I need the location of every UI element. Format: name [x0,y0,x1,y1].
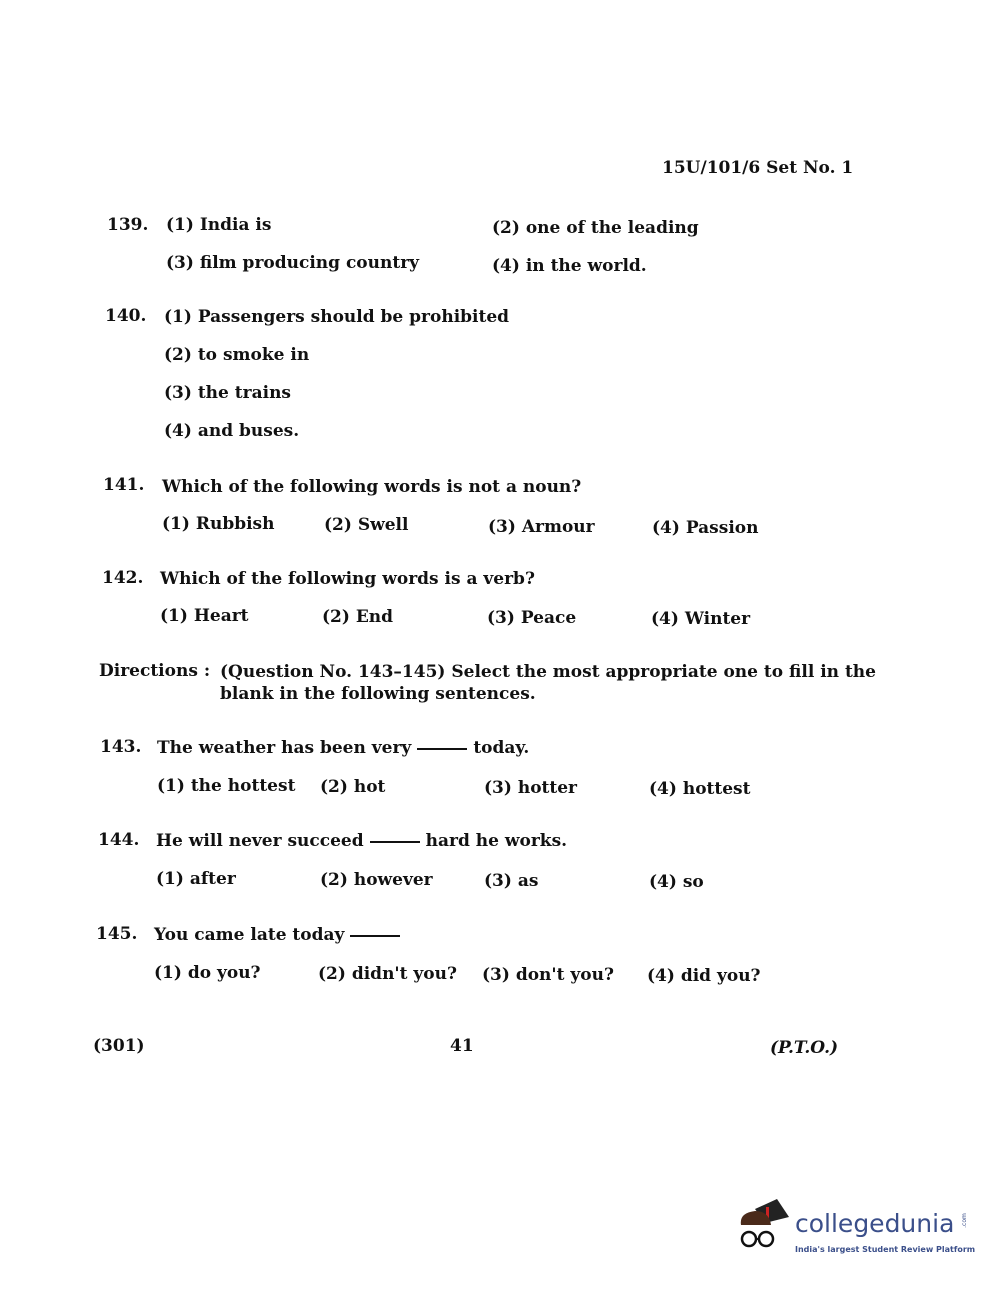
text-part: He will never succeed [156,831,364,851]
question-number: 140. [105,306,147,326]
logo-suffix: .com [960,1213,968,1228]
text-part: You came late today [154,925,345,945]
option: (2) hot [320,777,386,797]
option: (3) the trains [164,383,291,403]
option: (4) and buses. [164,421,300,441]
option: (4) so [649,872,704,892]
option: (3) hotter [484,778,578,798]
text-part: hard he works. [425,831,568,851]
directions-label: Directions : [99,661,211,681]
option: (2) didn't you? [318,964,457,984]
option: (4) Passion [652,518,759,538]
question-number: 141. [103,475,145,495]
option: (4) Winter [651,609,751,629]
blank [370,841,420,843]
option: (1) Heart [160,606,249,626]
page-number: 41 [450,1036,474,1056]
blank [350,935,400,937]
text-part: today. [473,738,530,758]
question-number: 142. [102,568,144,588]
question-text [157,738,529,758]
logo-name: collegedunia [795,1209,955,1238]
option: (3) Armour [488,517,595,537]
option: (1) Passengers should be prohibited [164,307,510,327]
option: (3) don't you? [482,965,614,985]
pto-label: (P.T.O.) [770,1038,839,1058]
question-number: 139. [107,215,149,235]
set-header: 15U/101/6 Set No. 1 [662,158,854,178]
directions-text: blank in the following sentences. [220,684,536,704]
collegedunia-logo [735,1195,976,1265]
logo-tagline: India's largest Student Review Platform [795,1245,976,1254]
option: (3) as [484,871,539,891]
option: (1) after [156,869,236,889]
option: (4) hottest [649,779,751,799]
question-number: 143. [100,737,142,757]
question-text [156,831,567,851]
option: (3) film producing country [166,253,420,273]
option: (3) Peace [487,608,577,628]
paper-code: (301) [93,1036,145,1056]
option: (4) did you? [647,966,761,986]
option: (2) End [322,607,394,627]
option: (2) however [320,870,433,890]
text-part: The weather has been very [157,738,412,758]
option: (1) the hottest [157,776,296,796]
option: (1) Rubbish [162,514,275,534]
option: (4) in the world. [492,256,647,276]
question-number: 145. [96,924,138,944]
blank [417,748,467,750]
directions-text: (Question No. 143–145) Select the most appropriate one to fill in the [220,662,876,682]
mascot-icon [735,1195,793,1257]
question-text [154,925,406,945]
question-number: 144. [98,830,140,850]
question-text: Which of the following words is not a noun? [162,477,582,497]
option: (2) Swell [324,515,409,535]
option: (1) India is [166,215,272,235]
question-text: Which of the following words is a verb? [160,569,535,589]
option: (1) do you? [154,963,261,983]
option: (2) to smoke in [164,345,310,365]
option: (2) one of the leading [492,218,699,238]
